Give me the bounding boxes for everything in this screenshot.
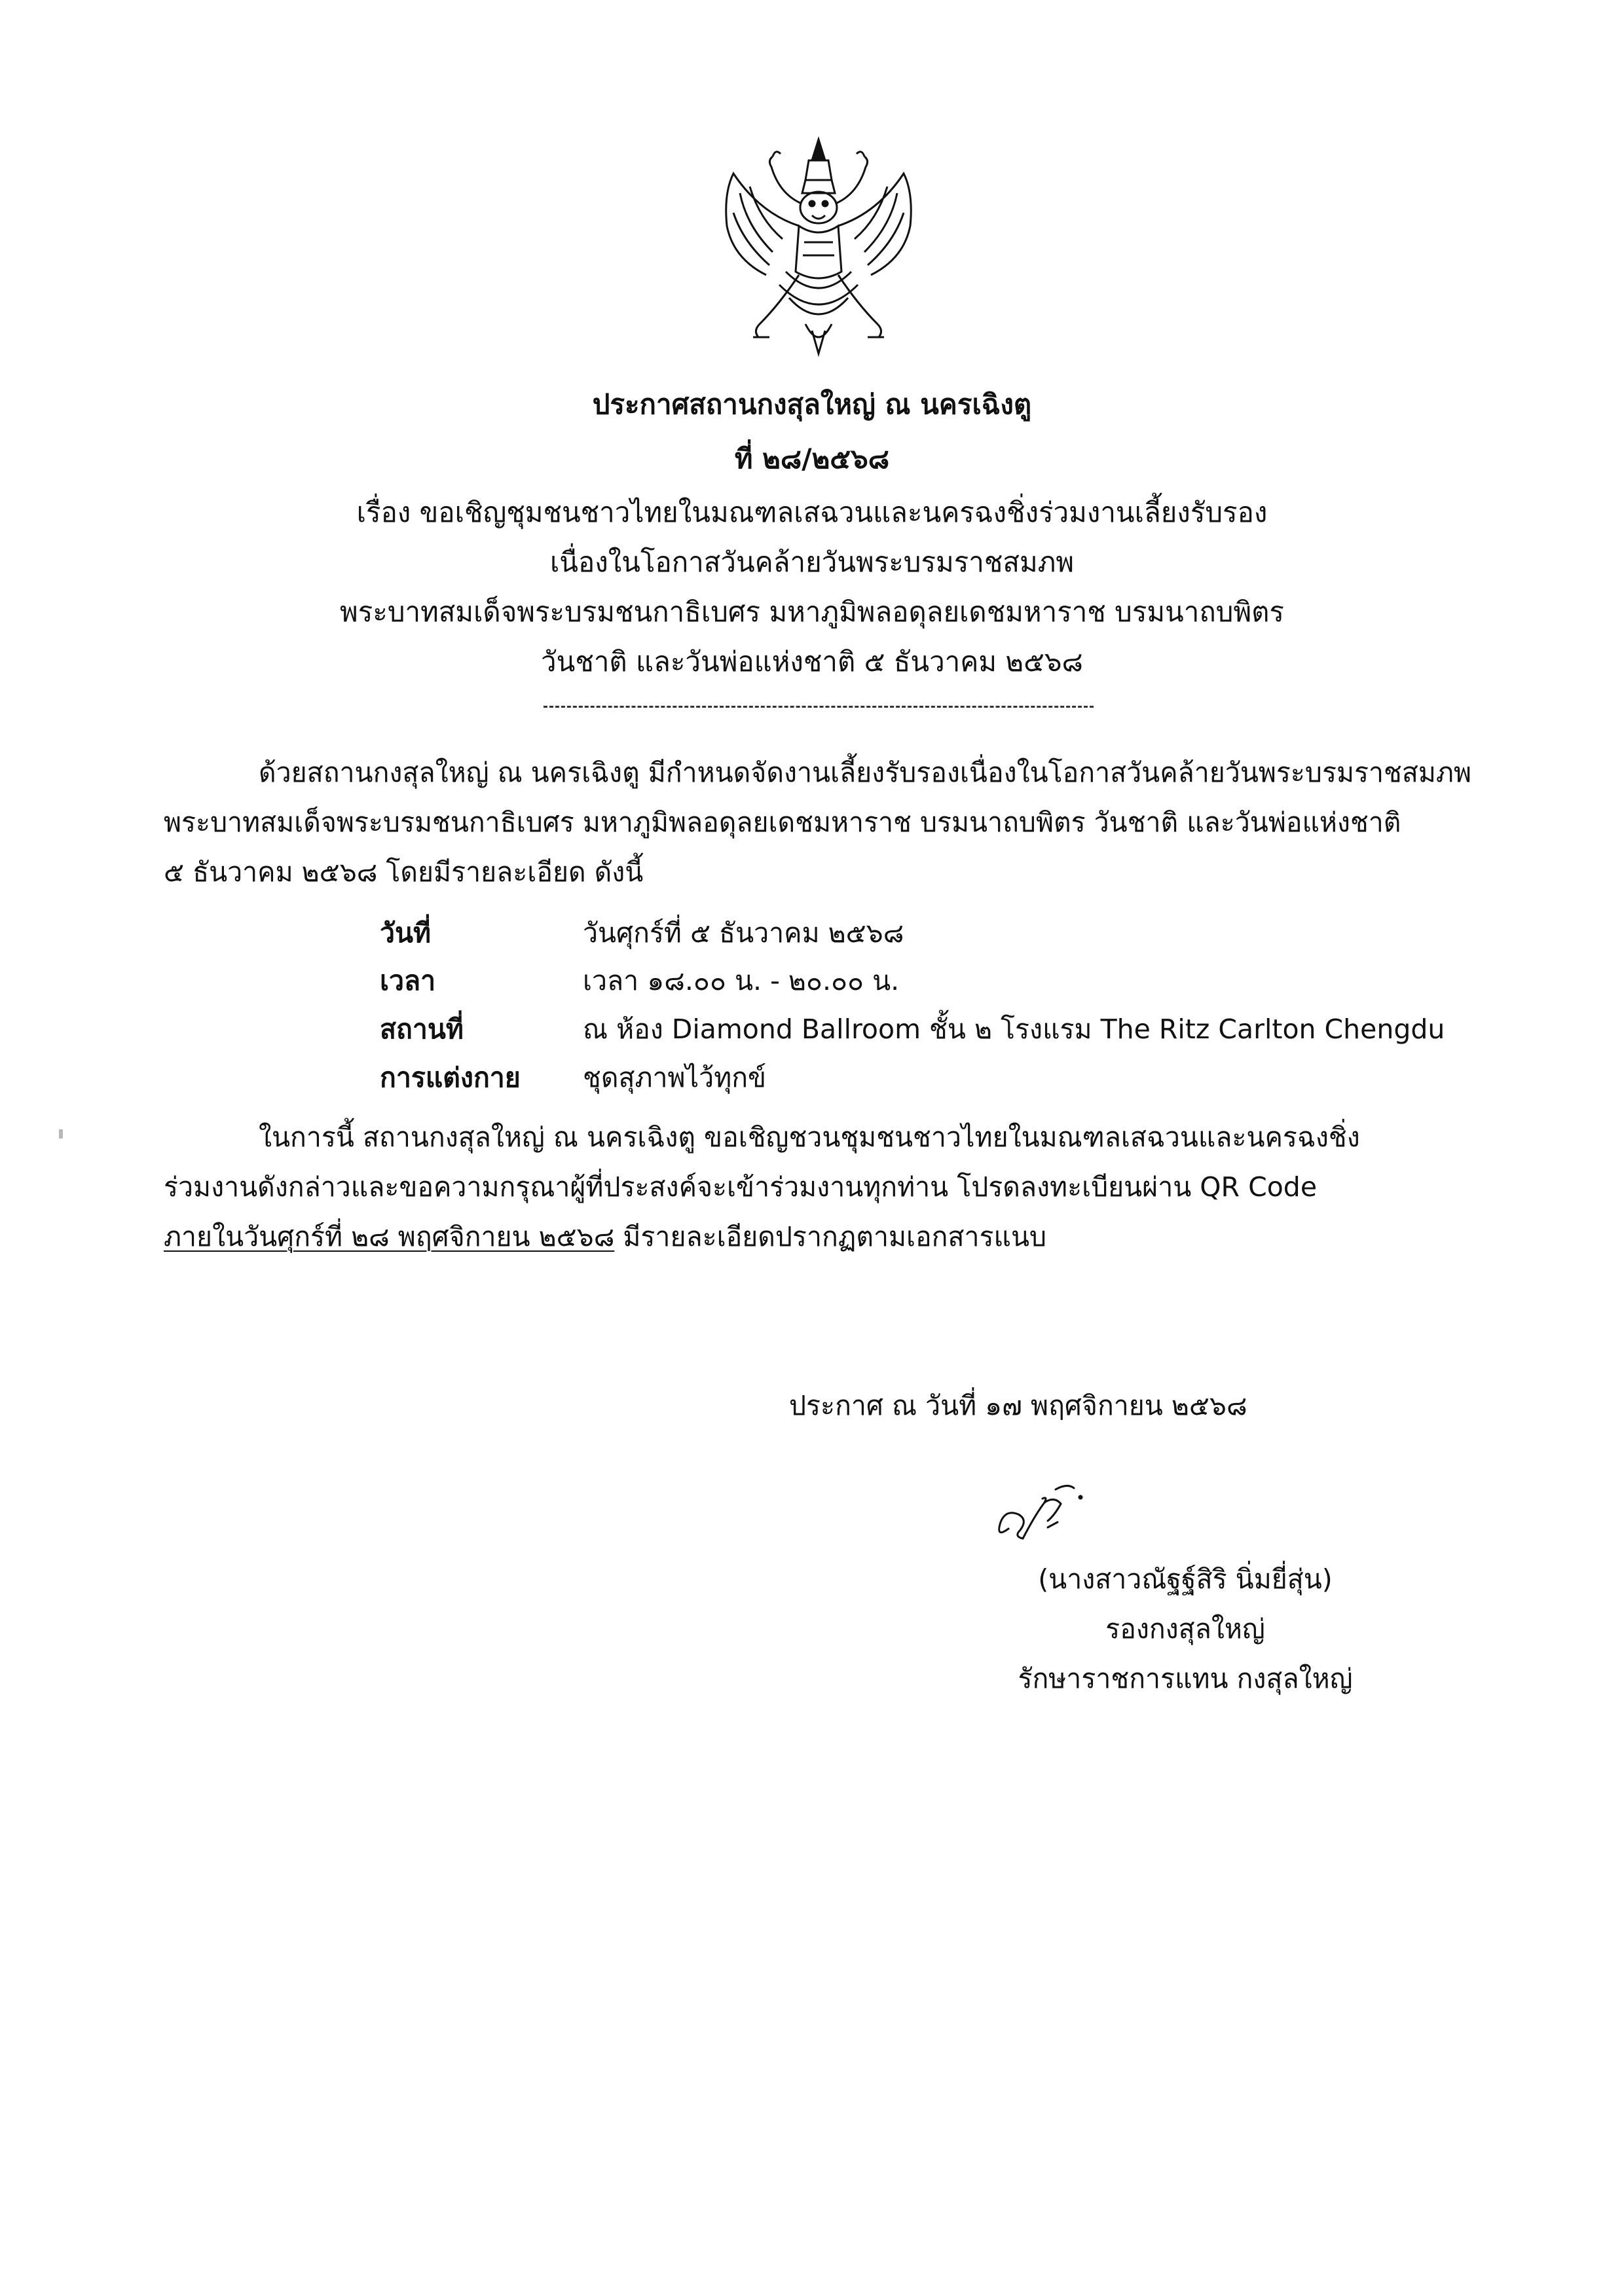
signatory-name: (นางสาวณัฐฐ์สิริ นิ่มยี่สุ่น) bbox=[1038, 1563, 1333, 1595]
detail-label-venue: สถานที่ bbox=[380, 1013, 464, 1045]
signatory-position: รองกงสุลใหญ่ bbox=[1105, 1613, 1265, 1645]
detail-value-time: เวลา ๑๘.๐๐ น. - ๒๐.๐๐ น. bbox=[583, 965, 900, 996]
intro-line: พระบาทสมเด็จพระบรมชนกาธิเบศร มหาภูมิพลอดุลยเดชมหาราช บรมนาถบพิตร วันชาติ และวันพ่อแห่งชาติ bbox=[164, 807, 1401, 838]
subject-line: พระบาทสมเด็จพระบรมชนกาธิเบศร มหาภูมิพลอดุลยเดชมหาราช บรมนาถบพิตร bbox=[340, 596, 1284, 628]
document-number: ที่ ๒๘/๒๕๖๘ bbox=[734, 443, 890, 475]
invitation-line: ในการนี้ สถานกงสุลใหญ่ ณ นครเฉิงตู ขอเชิญชวนชุมชนชาวไทยในมณฑลเสฉวนและนครฉงชิ่ง bbox=[259, 1121, 1360, 1153]
garuda-emblem bbox=[707, 134, 930, 360]
detail-label-time: เวลา bbox=[380, 965, 436, 996]
detail-value-date: วันศุกร์ที่ ๕ ธันวาคม ๒๕๖๘ bbox=[583, 917, 904, 949]
header-divider bbox=[544, 706, 1094, 708]
invitation-line: ร่วมงานดังกล่าวและขอความกรุณาผู้ที่ประสงค์จะเข้าร่วมงานทุกท่าน โปรดลงทะเบียนผ่าน QR Code bbox=[164, 1171, 1318, 1203]
detail-label-date: วันที่ bbox=[380, 917, 432, 949]
invitation-line bbox=[164, 1216, 1046, 1258]
subject-line: วันชาติ และวันพ่อแห่งชาติ ๕ ธันวาคม ๒๕๖๘ bbox=[541, 646, 1083, 678]
subject-line: เนื่องในโอกาสวันคล้ายวันพระบรมราชสมภพ bbox=[549, 546, 1075, 578]
registration-deadline: ภายในวันศุกร์ที่ ๒๘ พฤศจิกายน ๒๕๖๘ bbox=[164, 1221, 615, 1252]
intro-line: ๕ ธันวาคม ๒๕๖๘ โดยมีรายละเอียด ดังนี้ bbox=[164, 856, 644, 888]
detail-value-venue: ณ ห้อง Diamond Ballroom ชั้น ๒ โรงแรม The Ritz Carlton Chengdu bbox=[583, 1013, 1445, 1045]
signatory-acting: รักษาราชการแทน กงสุลใหญ่ bbox=[1018, 1663, 1353, 1694]
document-title: ประกาศสถานกงสุลใหญ่ ณ นครเฉิงตู bbox=[592, 388, 1032, 420]
handwritten-signature bbox=[982, 1476, 1094, 1552]
announcement-date: ประกาศ ณ วันที่ ๑๗ พฤศจิกายน ๒๕๖๘ bbox=[789, 1390, 1247, 1421]
invitation-line-rest: มีรายละเอียดปรากฏตามเอกสารแนบ bbox=[614, 1221, 1047, 1252]
scan-mark bbox=[59, 1129, 63, 1139]
subject-line: เรื่อง ขอเชิญชุมชนชาวไทยในมณฑลเสฉวนและนครฉงชิ่งร่วมงานเลี้ยงรับรอง bbox=[356, 496, 1268, 528]
intro-line: ด้วยสถานกงสุลใหญ่ ณ นครเฉิงตู มีกำหนดจัดงานเลี้ยงรับรองเนื่องในโอกาสวันคล้ายวันพระบรมราชสมภพ bbox=[259, 757, 1471, 788]
detail-label-dress-code: การแต่งกาย bbox=[380, 1062, 521, 1093]
detail-value-dress-code: ชุดสุภาพไว้ทุกข์ bbox=[583, 1062, 767, 1093]
